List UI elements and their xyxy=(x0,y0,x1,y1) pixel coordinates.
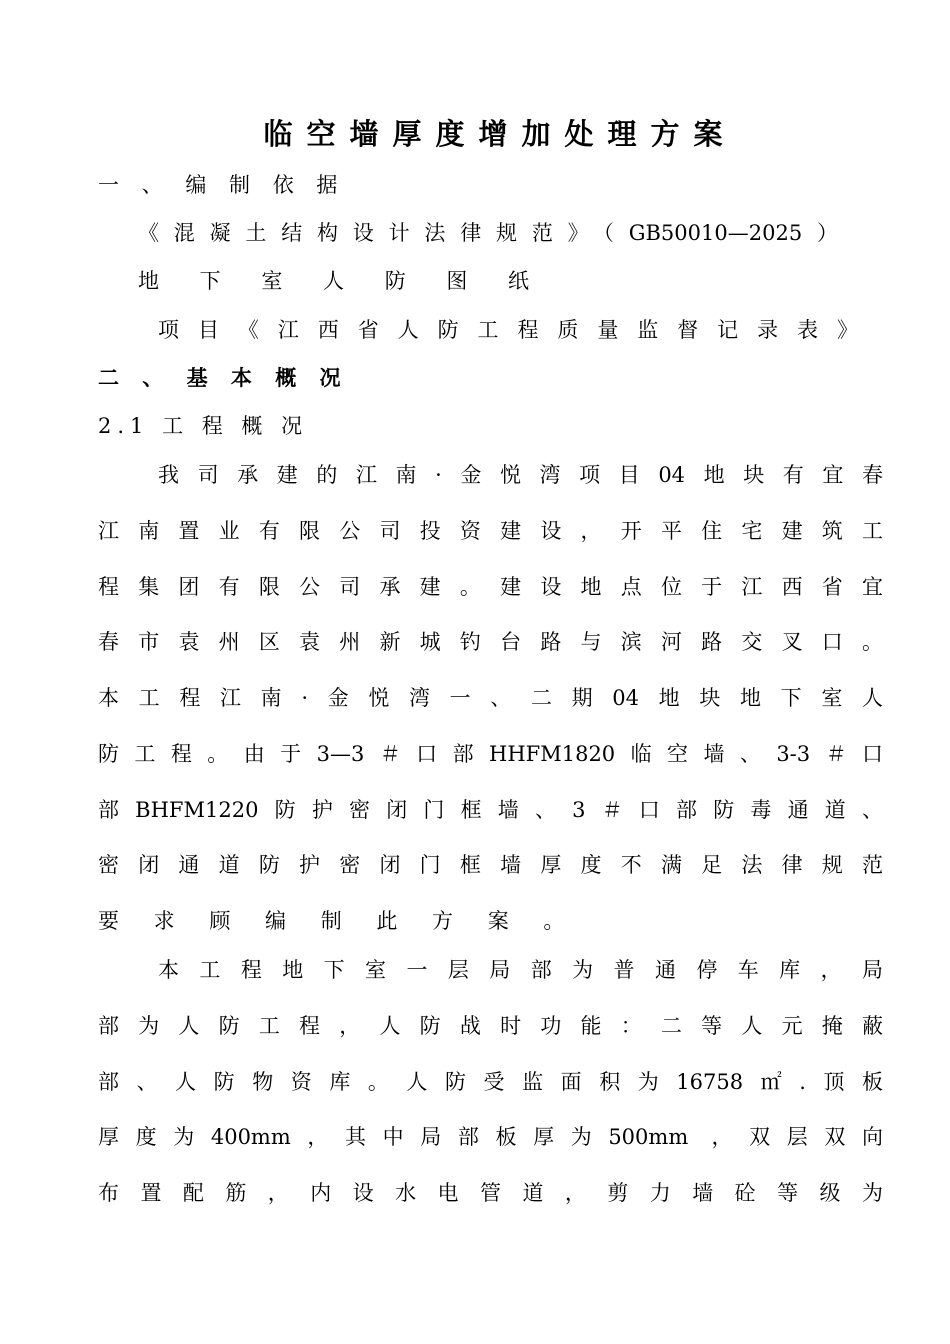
paragraph2-line-5: 布置配筋，内设水电管道，剪力墙砼等级为 xyxy=(98,1181,883,1205)
paragraph1-line-3: 程集团有限公司承建。建设地点位于江西省宜 xyxy=(98,575,883,599)
reference-item-3: 项目《江西省人防工程质量监督记录表》 xyxy=(158,318,858,342)
paragraph1-line-6: 防工程。由于3—3＃口部HHFM1820临空墙、3-3＃口 xyxy=(98,742,883,766)
paragraph2-line-1: 本工程地下室一层局部为普通停车库，局 xyxy=(158,958,883,982)
paragraph1-line-8: 密闭通道防护密闭门框墙厚度不满足法律规范 xyxy=(98,853,883,877)
section2-heading: 二 、 基 本 概 况 xyxy=(98,365,349,390)
reference-item-2: 地 下 室 人 防 图 纸 xyxy=(138,269,547,293)
reference-item-1: 《混凝土结构设计法律规范》（GB50010—2025） xyxy=(138,221,838,245)
paragraph1-line-1: 我司承建的江南·金悦湾项目04地块有宜春 xyxy=(158,463,883,487)
document-title: 临空墙厚度增加处理方案 xyxy=(263,117,737,151)
subsection-heading: 2.1 工 程 概 况 xyxy=(98,414,309,438)
paragraph1-line-4: 春市袁州区袁州新城钓台路与滨河路交叉口。 xyxy=(98,630,883,654)
paragraph1-line-2: 江南置业有限公司投资建设，开平住宅建筑工 xyxy=(98,519,883,543)
paragraph1-line-9: 要 求 顾 编 制 此 方 案 。 xyxy=(98,909,579,933)
paragraph1-line-7: 部BHFM1220防护密闭门框墙、3＃口部防毒通道、 xyxy=(98,798,883,822)
paragraph2-line-4: 厚度为400mm，其中局部板厚为500mm ，双层双向 xyxy=(98,1125,883,1149)
paragraph2-line-2: 部为人防工程，人防战时功能：二等人元掩蔽 xyxy=(98,1014,883,1038)
section1-heading: 一 、 编 制 依 据 xyxy=(98,173,346,197)
paragraph2-line-3: 部、人防物资库。人防受监面积为16758㎡.顶板 xyxy=(98,1070,883,1094)
paragraph1-line-5: 本工程江南·金悦湾一、二期04地块地下室人 xyxy=(98,686,883,710)
